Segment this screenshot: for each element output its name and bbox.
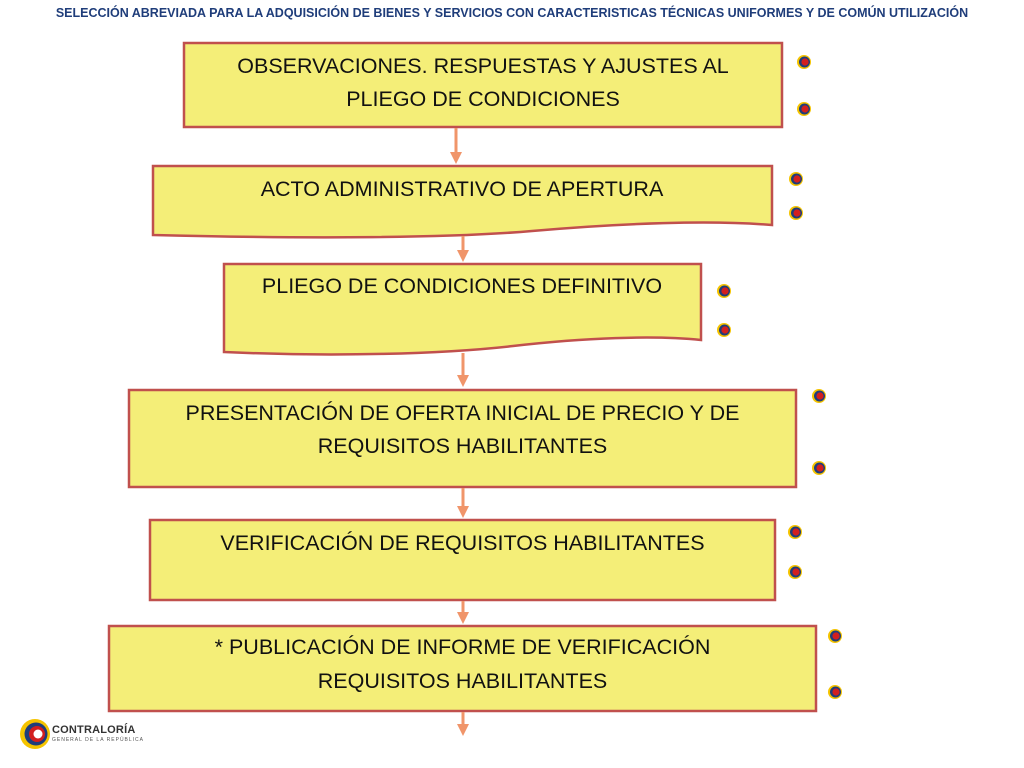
flow-arrow-1: [448, 128, 464, 166]
step-box-verificacion: [149, 519, 776, 601]
flow-arrow-3: [455, 353, 471, 390]
step-box-observaciones: [183, 42, 783, 128]
step-box-pliego-definitivo: [223, 263, 703, 359]
flow-arrow-6: [455, 712, 471, 738]
link-bullet-icon[interactable]: [796, 54, 812, 70]
flow-arrow-2: [455, 236, 471, 264]
step-label-line-1: PLIEGO DE CONDICIONES DEFINITIVO: [261, 274, 663, 298]
link-bullet-icon[interactable]: [716, 322, 732, 338]
link-bullet-icon[interactable]: [827, 684, 843, 700]
step-box-presentacion-oferta: [128, 389, 797, 488]
link-bullet-icon[interactable]: [788, 171, 804, 187]
flow-arrow-5: [455, 601, 471, 626]
contraloria-logo: [18, 715, 145, 753]
link-bullet-icon[interactable]: [787, 524, 803, 540]
step-label-line-2: REQUISITOS HABILITANTES: [317, 669, 608, 693]
step-box-publicacion-informe: [108, 625, 817, 712]
page-title: SELECCIÓN ABREVIADA PARA LA ADQUISICIÓN DE BIENES Y SERVICIOS CON CARACTERISTICAS TÉCNICAS UNIFORMES Y DE COMÚN UTILIZACIÓN: [55, 6, 969, 20]
flow-arrow-4: [455, 488, 471, 520]
step-box-acto-administrativo: [152, 165, 774, 241]
step-label-line-1: PRESENTACIÓN DE OFERTA INICIAL DE PRECIO Y DE: [185, 401, 740, 425]
step-label-line-1: * PUBLICACIÓN DE INFORME DE VERIFICACIÓN: [214, 635, 711, 659]
link-bullet-icon[interactable]: [788, 205, 804, 221]
link-bullet-icon[interactable]: [716, 283, 732, 299]
step-label-line-2: REQUISITOS HABILITANTES: [317, 434, 608, 458]
link-bullet-icon[interactable]: [796, 101, 812, 117]
contraloria-emblem-icon: [18, 715, 52, 753]
step-label-line-1: ACTO ADMINISTRATIVO DE APERTURA: [260, 177, 664, 201]
link-bullet-icon[interactable]: [811, 460, 827, 476]
logo-name: CONTRALORÍA: [52, 724, 136, 736]
step-label-line-1: OBSERVACIONES. RESPUESTAS Y AJUSTES AL: [237, 54, 729, 78]
link-bullet-icon[interactable]: [827, 628, 843, 644]
link-bullet-icon[interactable]: [811, 388, 827, 404]
link-bullet-icon[interactable]: [787, 564, 803, 580]
step-label-line-2: PLIEGO DE CONDICIONES: [346, 87, 620, 111]
logo-subtitle: GENERAL DE LA REPÚBLICA: [52, 737, 145, 743]
step-label-line-1: VERIFICACIÓN DE REQUISITOS HABILITANTES: [220, 531, 705, 555]
